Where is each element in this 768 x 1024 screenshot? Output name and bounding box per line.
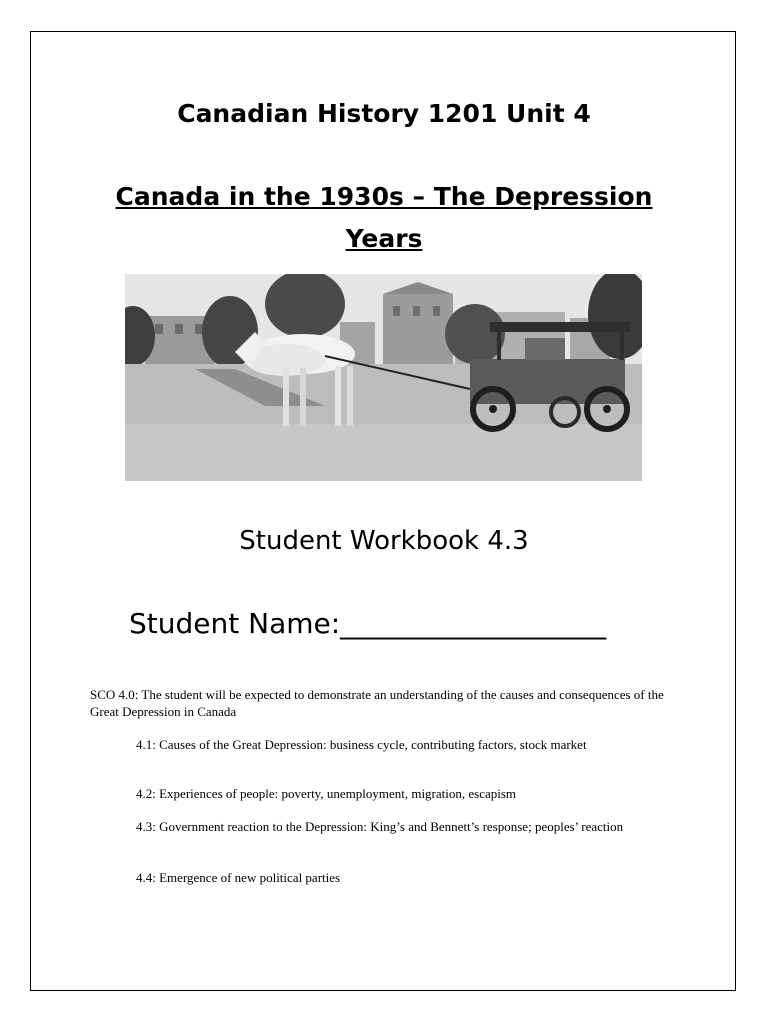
page-border — [30, 31, 736, 991]
outcome-item: 4.2: Experiences of people: poverty, unemployment, migration, escapism — [136, 786, 517, 801]
outcome-item: 4.3: Government reaction to the Depression: King’s and Bennett’s response; peoples’ reaction — [136, 819, 624, 834]
document-title: Canadian History 1201 Unit 4 — [177, 99, 591, 128]
workbook-label: Student Workbook 4.3 — [239, 526, 529, 556]
horse-drawn-car-photo — [125, 274, 642, 481]
subtitle-line-1: Canada in the 1930s – The Depression — [115, 182, 653, 211]
outcome-item: 4.4: Emergence of new political parties — [136, 870, 341, 885]
sco-statement: SCO 4.0: The student will be expected to demonstrate an understanding of the causes and consequences of the Great Depression in Canada — [90, 687, 664, 719]
document-subtitle — [110, 176, 658, 260]
subtitle-line-2: Years — [345, 224, 423, 253]
outcome-item: 4.1: Causes of the Great Depression: business cycle, contributing factors, stock market — [136, 737, 587, 752]
student-name-line: Student Name:___________________ — [129, 607, 607, 640]
